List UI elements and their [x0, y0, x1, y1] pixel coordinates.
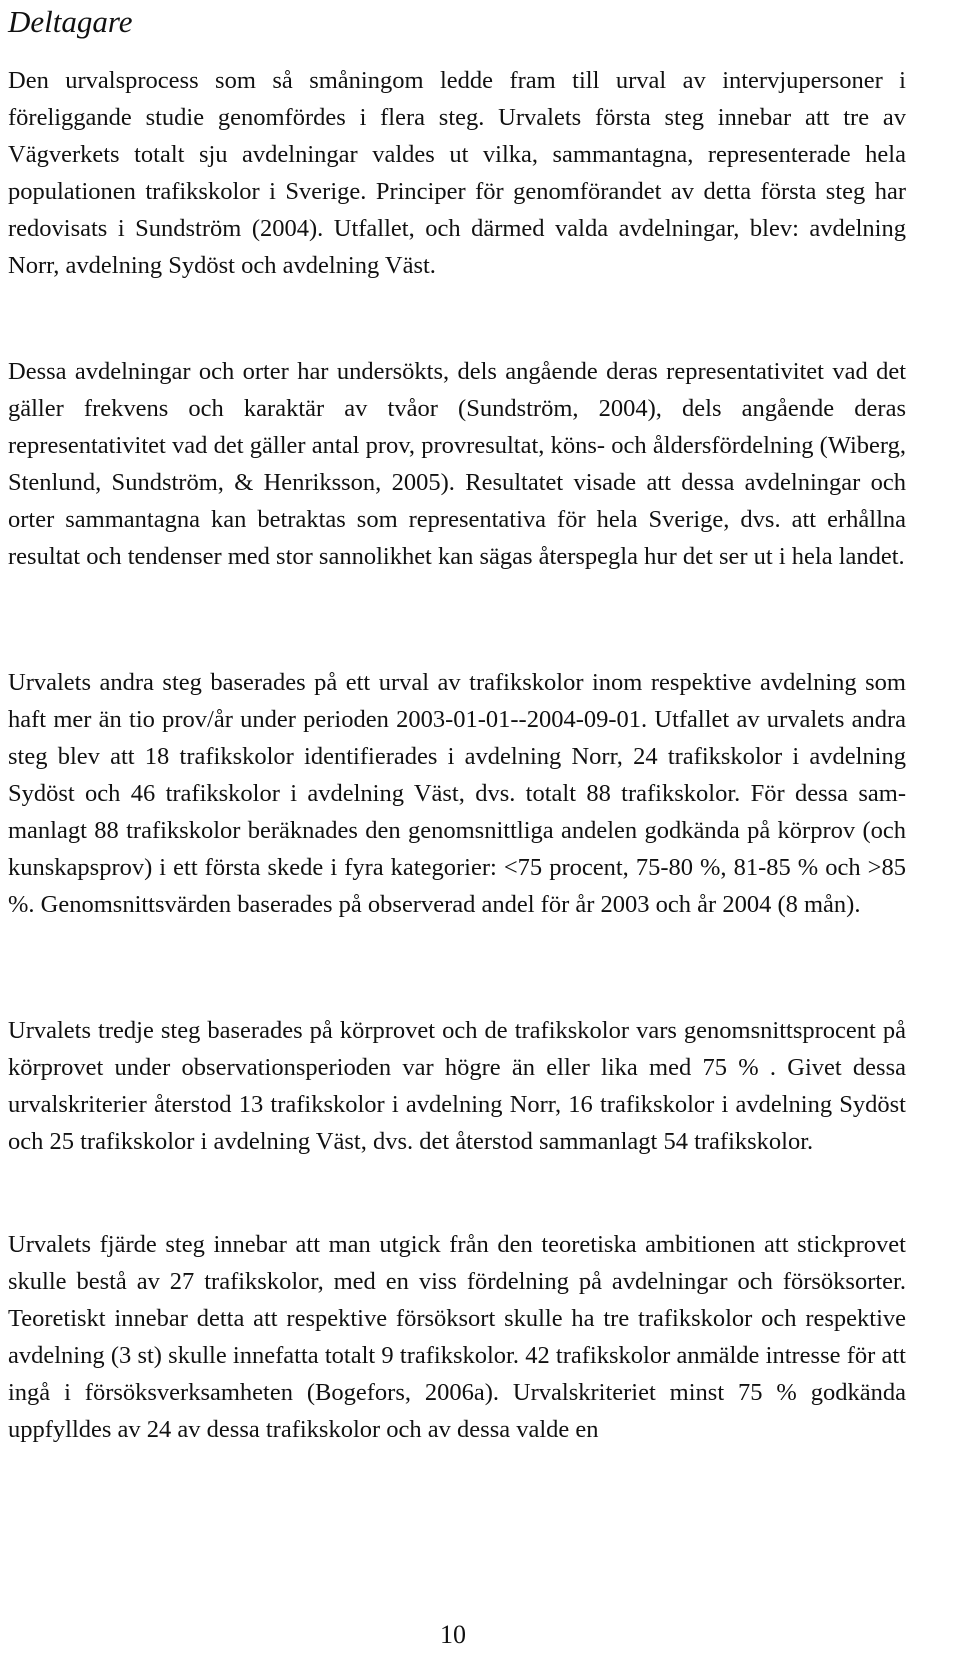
- paragraph-3: Urvalets andra steg baserades på ett urval av trafikskolor inom respektive avdelning som haft mer än tio prov/år under perioden 2003-01-01--2004-09-01. Utfallet av urvalets andra steg blev att 18 trafikskolor identifierades i avdelning Norr, 24 trafikskolor i avdelning Sydöst och 46 trafikskolor i avdelning Väst, dvs. totalt 88 trafikskolor. För dessa sammanlagt 88 trafikskolor beräknades den genomsnittliga andelen godkända på körprov (och kunskapsprov) i ett första skede i fyra kategorier: <75 procent, 75-80 %, 81-85 % och >85 %. Genomsnittsvärden baserades på observerad andel för år 2003 och år 2004 (8 mån).: [8, 669, 906, 918]
- paragraph-5: Urvalets fjärde steg innebar att man utgick från den teoretiska ambitionen att stickprovet skulle bestå av 27 trafikskolor, med en viss fördelning på avdelningar och försöksorter. Teoretiskt innebar detta att respektive försöksort skulle ha tre trafikskolor och respektive avdelning (3 st) skulle innefatta totalt 9 trafikskolor. 42 trafikskolor anmälde intresse för att ingå i försöksverksamheten (Bogefors, 2006a). Urvalskriteriet minst 75 % godkända uppfylldes av 24 av dessa trafikskolor och av dessa valde en: [8, 1231, 906, 1443]
- paragraph-4: Urvalets tredje steg baserades på körprovet och de trafikskolor vars genomsnittsprocent på körprovet under observationsperioden var högre än eller lika med 75 % . Givet dessa urvalskriterier återstod 13 trafikskolor i avdelning Norr, 16 trafikskolor i avdelning Sydöst och 25 trafikskolor i avdelning Väst, dvs. det återstod sammanlagt 54 trafikskolor.: [8, 1017, 906, 1155]
- section-heading: Deltagare: [8, 4, 133, 39]
- paragraph-2: Dessa avdelningar och orter har undersökts, dels angående deras representativitet vad det gäller frekvens och karaktär av tvåor (Sundström, 2004), dels angående deras representativitet vad det gäller antal prov, provresultat, köns- och åldersfördelning (Wiberg, Stenlund, Sundström, & Henriksson, 2005). Resultatet visade att dessa avdelningar och orter sammantagna kan betraktas som representativa för hela Sverige, dvs. att erhållna resultat och tendenser med stor sannolikhet kan sägas återspegla hur det ser ut i hela landet.: [8, 358, 906, 570]
- paragraph-1: Den urvalsprocess som så småningom ledde fram till urval av intervjupersoner i föreliggande studie genomfördes i flera steg. Urvalets första steg innebar att tre av Vägverkets totalt sju avdelningar valdes ut vilka, sammantagna, representerade hela populationen trafikskolor i Sverige. Principer för genomförandet av detta första steg har redovisats i Sundström (2004). Utfallet, och därmed valda avdelningar, blev: avdelning Norr, avdelning Sydöst och avdelning Väst.: [8, 67, 906, 279]
- page-number: 10: [440, 1620, 466, 1649]
